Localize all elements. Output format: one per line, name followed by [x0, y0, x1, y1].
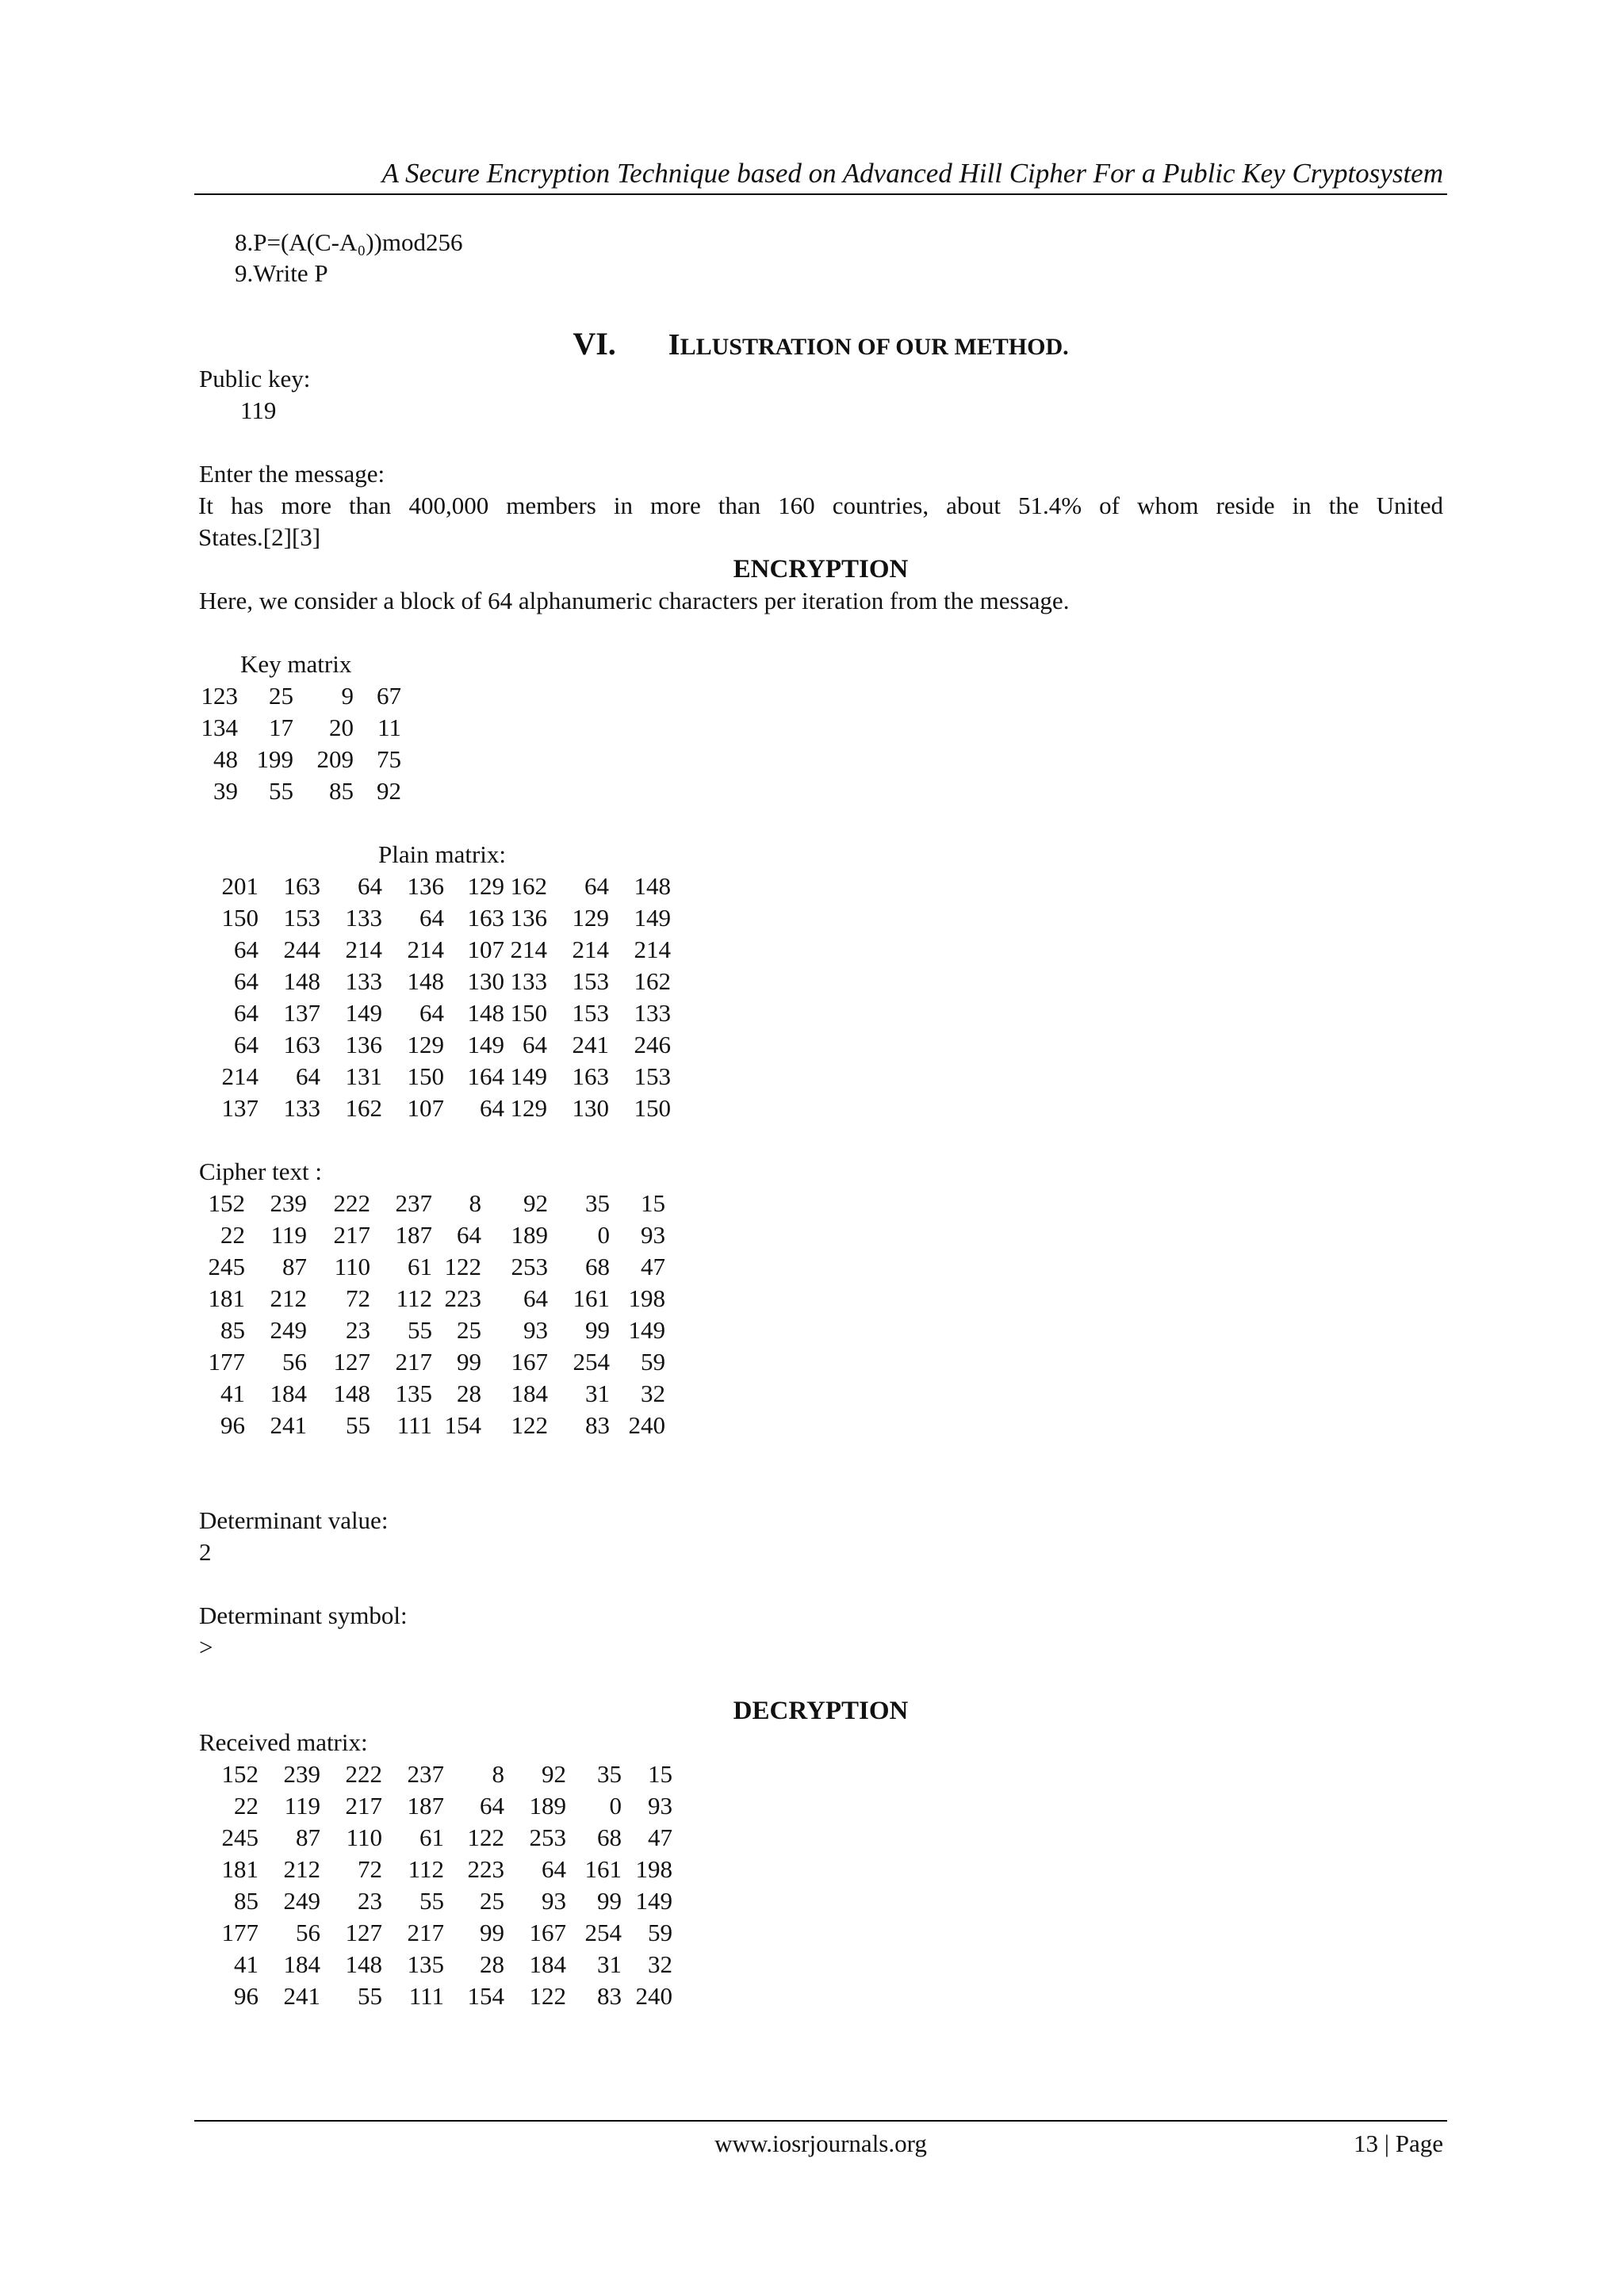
cipher-matrix-cell: 240 — [628, 1411, 665, 1439]
algorithm-step-9: 9.Write P — [235, 259, 328, 287]
plain-matrix-cell: 150 — [634, 1094, 671, 1122]
received-matrix-cell: 68 — [597, 1823, 622, 1851]
header-rule — [194, 193, 1447, 195]
received-matrix-cell: 127 — [345, 1919, 382, 1946]
plain-matrix-row — [198, 966, 671, 997]
cipher-matrix-cell: 184 — [270, 1380, 307, 1407]
plain-matrix-cell: 214 — [510, 936, 547, 963]
footer-url: www.iosrjournals.org — [714, 2130, 927, 2157]
plain-matrix-cell: 164 — [467, 1062, 504, 1090]
plain-matrix-cell: 150 — [510, 999, 547, 1027]
cipher-matrix-row — [199, 1410, 665, 1441]
received-matrix-cell: 15 — [648, 1760, 672, 1788]
cipher-matrix-cell: 127 — [333, 1348, 370, 1376]
plain-matrix-cell: 137 — [283, 999, 320, 1027]
received-matrix-row — [198, 1790, 672, 1822]
received-matrix-row — [198, 1854, 672, 1885]
cipher-matrix-cell: 64 — [457, 1221, 481, 1249]
cipher-matrix-cell: 119 — [270, 1221, 307, 1249]
received-matrix-cell: 99 — [480, 1919, 504, 1946]
received-matrix-row — [198, 1822, 672, 1854]
cipher-matrix-cell: 154 — [444, 1411, 481, 1439]
received-matrix-cell: 31 — [597, 1950, 622, 1978]
cipher-matrix-cell: 222 — [333, 1189, 370, 1217]
plain-matrix-row — [198, 997, 671, 1029]
cipher-matrix-cell: 110 — [334, 1253, 370, 1280]
key-matrix-cell: 123 — [201, 682, 238, 710]
received-matrix-cell: 217 — [345, 1792, 382, 1820]
cipher-matrix-cell: 87 — [282, 1253, 307, 1280]
plain-matrix-cell: 150 — [407, 1062, 444, 1090]
cipher-matrix-cell: 25 — [457, 1316, 481, 1344]
received-matrix-cell: 47 — [648, 1823, 672, 1851]
plain-matrix-cell: 130 — [572, 1094, 609, 1122]
received-matrix-cell: 254 — [584, 1919, 622, 1946]
received-matrix-cell: 92 — [542, 1760, 566, 1788]
cipher-matrix-row — [199, 1251, 665, 1283]
received-matrix-cell: 241 — [283, 1982, 320, 2010]
received-matrix-cell: 59 — [648, 1919, 672, 1946]
plain-matrix-cell: 148 — [467, 999, 504, 1027]
plain-matrix-cell: 162 — [510, 872, 547, 900]
plain-matrix-cell: 64 — [234, 936, 259, 963]
plain-matrix-cell: 129 — [510, 1094, 547, 1122]
key-matrix-cell: 75 — [377, 745, 401, 773]
determinant-symbol: > — [199, 1633, 213, 1661]
determinant-value: 2 — [199, 1538, 212, 1566]
received-matrix-cell: 56 — [296, 1919, 320, 1946]
cipher-matrix-cell: 72 — [346, 1284, 370, 1312]
plain-matrix-cell: 129 — [467, 872, 504, 900]
cipher-matrix-cell: 249 — [270, 1316, 307, 1344]
received-matrix-label: Received matrix: — [199, 1728, 368, 1756]
cipher-matrix-cell: 83 — [585, 1411, 610, 1439]
cipher-matrix-cell: 152 — [208, 1189, 245, 1217]
plain-matrix-row — [198, 871, 671, 902]
running-header-title: A Secure Encryption Technique based on Advanced Hill Cipher For a Public Key Cryptosystem — [381, 158, 1443, 189]
received-matrix-cell: 111 — [408, 1982, 444, 2010]
plain-matrix-cell: 241 — [572, 1031, 609, 1058]
received-matrix-cell: 93 — [542, 1887, 566, 1915]
cipher-matrix-cell: 149 — [628, 1316, 665, 1344]
section-number: VI. — [573, 326, 616, 362]
cipher-matrix-cell: 41 — [220, 1380, 245, 1407]
cipher-matrix-row — [199, 1283, 665, 1314]
cipher-matrix-cell: 92 — [523, 1189, 548, 1217]
received-matrix-cell: 32 — [648, 1950, 672, 1978]
cipher-matrix-cell: 181 — [208, 1284, 245, 1312]
received-matrix-cell: 212 — [283, 1855, 320, 1883]
received-matrix-cell: 135 — [407, 1950, 444, 1978]
message-label: Enter the message: — [199, 460, 385, 488]
cipher-matrix-row — [199, 1188, 665, 1219]
key-matrix-cell: 85 — [329, 777, 354, 805]
received-matrix-cell: 181 — [221, 1855, 259, 1883]
received-matrix-cell: 83 — [597, 1982, 622, 2010]
plain-matrix-cell: 64 — [419, 999, 444, 1027]
determinant-value-label: Determinant value: — [199, 1506, 389, 1534]
received-matrix-cell: 41 — [234, 1950, 259, 1978]
plain-matrix-cell: 130 — [467, 967, 504, 995]
received-matrix-cell: 99 — [597, 1887, 622, 1915]
plain-matrix-cell: 136 — [345, 1031, 382, 1058]
cipher-matrix-cell: 59 — [641, 1348, 665, 1376]
cipher-matrix-cell: 241 — [270, 1411, 307, 1439]
received-matrix-cell: 237 — [407, 1760, 444, 1788]
cipher-matrix-cell: 61 — [408, 1253, 432, 1280]
received-matrix-cell: 23 — [358, 1887, 382, 1915]
plain-matrix-cell: 136 — [510, 904, 547, 932]
key-matrix-cell: 67 — [377, 682, 401, 710]
plain-matrix-cell: 163 — [467, 904, 504, 932]
plain-matrix-cell: 64 — [234, 1031, 259, 1058]
received-matrix-row — [198, 1758, 672, 1790]
key-matrix-cell: 39 — [213, 777, 238, 805]
cipher-matrix-cell: 32 — [641, 1380, 665, 1407]
key-matrix-cell: 199 — [256, 745, 293, 773]
plain-matrix-cell: 163 — [572, 1062, 609, 1090]
cipher-matrix-cell: 148 — [333, 1380, 370, 1407]
key-matrix-cell: 25 — [269, 682, 293, 710]
received-matrix-cell: 223 — [467, 1855, 504, 1883]
plain-matrix — [198, 871, 671, 1124]
plain-matrix-cell: 107 — [407, 1094, 444, 1122]
footer-page-number: 13 | Page — [1354, 2130, 1443, 2157]
received-matrix-cell: 154 — [467, 1982, 504, 2010]
key-matrix-cell: 17 — [269, 714, 293, 741]
cipher-matrix-cell: 122 — [444, 1253, 481, 1280]
cipher-matrix-row — [199, 1219, 665, 1251]
key-matrix-cell: 209 — [316, 745, 354, 773]
plain-matrix-cell: 214 — [407, 936, 444, 963]
cipher-matrix-cell: 22 — [220, 1221, 245, 1249]
plain-matrix-cell: 246 — [634, 1031, 671, 1058]
plain-matrix-cell: 133 — [634, 999, 671, 1027]
plain-matrix-cell: 214 — [572, 936, 609, 963]
plain-matrix-cell: 162 — [345, 1094, 382, 1122]
message-line-2: States.[2][3] — [198, 523, 321, 551]
plain-matrix-cell: 148 — [283, 967, 320, 995]
cipher-matrix-cell: 93 — [641, 1221, 665, 1249]
key-matrix-label: Key matrix — [240, 650, 352, 678]
section-title-rest: LLUSTRATION OF OUR METHOD. — [680, 334, 1069, 360]
cipher-matrix-cell: 184 — [511, 1380, 548, 1407]
cipher-matrix-row — [199, 1346, 665, 1378]
cipher-matrix-cell: 245 — [208, 1253, 245, 1280]
cipher-matrix-cell: 167 — [511, 1348, 548, 1376]
determinant-symbol-label: Determinant symbol: — [199, 1601, 408, 1629]
key-matrix-row — [199, 712, 401, 744]
received-matrix-cell: 0 — [609, 1792, 622, 1820]
plain-matrix-cell: 201 — [221, 872, 259, 900]
plain-matrix-row — [198, 1029, 671, 1061]
received-matrix-cell: 148 — [345, 1950, 382, 1978]
section-title — [668, 328, 1069, 362]
received-matrix-cell: 152 — [221, 1760, 259, 1788]
received-matrix-row — [198, 1949, 672, 1980]
plain-matrix-cell: 136 — [407, 872, 444, 900]
cipher-matrix-cell: 217 — [333, 1221, 370, 1249]
received-matrix-row — [198, 1917, 672, 1949]
plain-matrix-cell: 133 — [345, 967, 382, 995]
plain-matrix-cell: 149 — [634, 904, 671, 932]
received-matrix-cell: 217 — [407, 1919, 444, 1946]
plain-matrix-cell: 137 — [221, 1094, 259, 1122]
plain-matrix-cell: 150 — [221, 904, 259, 932]
cipher-matrix-cell: 122 — [511, 1411, 548, 1439]
cipher-matrix-cell: 96 — [220, 1411, 245, 1439]
cipher-matrix-cell: 111 — [396, 1411, 432, 1439]
section-heading — [198, 328, 1443, 363]
received-matrix-cell: 85 — [234, 1887, 259, 1915]
received-matrix — [198, 1758, 672, 2012]
cipher-matrix-cell: 93 — [523, 1316, 548, 1344]
received-matrix-cell: 161 — [584, 1855, 622, 1883]
plain-matrix-cell: 244 — [283, 936, 320, 963]
cipher-matrix-cell: 198 — [628, 1284, 665, 1312]
message-text — [198, 490, 1443, 553]
cipher-matrix-cell: 253 — [511, 1253, 548, 1280]
received-matrix-cell: 240 — [635, 1982, 672, 2010]
plain-matrix-cell: 148 — [407, 967, 444, 995]
received-matrix-cell: 55 — [358, 1982, 382, 2010]
cipher-matrix-cell: 31 — [585, 1380, 610, 1407]
cipher-matrix-cell: 112 — [396, 1284, 432, 1312]
key-matrix-cell: 20 — [329, 714, 354, 741]
plain-matrix-cell: 162 — [634, 967, 671, 995]
plain-matrix-cell: 64 — [480, 1094, 504, 1122]
cipher-matrix-cell: 23 — [346, 1316, 370, 1344]
plain-matrix-cell: 148 — [634, 872, 671, 900]
plain-matrix-cell: 149 — [510, 1062, 547, 1090]
cipher-matrix-cell: 217 — [395, 1348, 432, 1376]
public-key-label: Public key: — [199, 365, 311, 392]
plain-matrix-cell: 163 — [283, 872, 320, 900]
key-matrix-cell: 48 — [213, 745, 238, 773]
received-matrix-cell: 64 — [480, 1792, 504, 1820]
plain-matrix-cell: 129 — [572, 904, 609, 932]
received-matrix-cell: 222 — [345, 1760, 382, 1788]
cipher-matrix-cell: 15 — [641, 1189, 665, 1217]
cipher-matrix-cell: 239 — [270, 1189, 307, 1217]
received-matrix-cell: 198 — [635, 1855, 672, 1883]
key-matrix-cell: 92 — [377, 777, 401, 805]
received-matrix-cell: 189 — [529, 1792, 566, 1820]
plain-matrix-cell: 163 — [283, 1031, 320, 1058]
received-matrix-cell: 28 — [480, 1950, 504, 1978]
received-matrix-cell: 112 — [408, 1855, 444, 1883]
key-matrix-cell: 11 — [377, 714, 401, 741]
message-line-1: It has more than 400,000 members in more than 160 countries, about 51.4% of whom reside in the United — [198, 492, 1443, 519]
plain-matrix-cell: 64 — [358, 872, 382, 900]
received-matrix-cell: 87 — [296, 1823, 320, 1851]
received-matrix-cell: 253 — [529, 1823, 566, 1851]
cipher-matrix-cell: 177 — [208, 1348, 245, 1376]
received-matrix-cell: 177 — [221, 1919, 259, 1946]
plain-matrix-cell: 64 — [234, 967, 259, 995]
received-matrix-cell: 245 — [221, 1823, 259, 1851]
cipher-matrix-cell: 187 — [395, 1221, 432, 1249]
cipher-matrix-cell: 189 — [511, 1221, 548, 1249]
received-matrix-cell: 167 — [529, 1919, 566, 1946]
cipher-matrix-cell: 135 — [395, 1380, 432, 1407]
received-matrix-cell: 35 — [597, 1760, 622, 1788]
key-matrix-row — [199, 680, 401, 712]
key-matrix — [199, 680, 401, 807]
received-matrix-cell: 8 — [492, 1760, 504, 1788]
public-key-value: 119 — [240, 396, 277, 424]
plain-matrix-cell: 214 — [345, 936, 382, 963]
cipher-matrix-cell: 85 — [220, 1316, 245, 1344]
cipher-matrix-cell: 161 — [573, 1284, 610, 1312]
received-matrix-cell: 22 — [234, 1792, 259, 1820]
received-matrix-cell: 64 — [542, 1855, 566, 1883]
plain-matrix-cell: 129 — [407, 1031, 444, 1058]
plain-matrix-cell: 133 — [510, 967, 547, 995]
cipher-matrix-cell: 8 — [469, 1189, 481, 1217]
received-matrix-cell: 119 — [284, 1792, 320, 1820]
key-matrix-cell: 134 — [201, 714, 238, 741]
plain-matrix-cell: 64 — [523, 1031, 547, 1058]
key-matrix-cell: 9 — [341, 682, 354, 710]
key-matrix-row — [199, 775, 401, 807]
cipher-matrix-cell: 99 — [457, 1348, 481, 1376]
cipher-matrix-cell: 99 — [585, 1316, 610, 1344]
plain-matrix-row — [198, 1093, 671, 1124]
cipher-matrix-cell: 55 — [408, 1316, 432, 1344]
plain-matrix-row — [198, 934, 671, 966]
encryption-intro: Here, we consider a block of 64 alphanumeric characters per iteration from the message. — [199, 587, 1070, 614]
received-matrix-cell: 93 — [648, 1792, 672, 1820]
plain-matrix-cell: 64 — [296, 1062, 320, 1090]
cipher-matrix-cell: 55 — [346, 1411, 370, 1439]
plain-matrix-label: Plain matrix: — [378, 840, 507, 868]
cipher-matrix-cell: 68 — [585, 1253, 610, 1280]
received-matrix-cell: 184 — [283, 1950, 320, 1978]
cipher-matrix-cell: 0 — [597, 1221, 610, 1249]
plain-matrix-cell: 214 — [634, 936, 671, 963]
key-matrix-cell: 55 — [269, 777, 293, 805]
plain-matrix-cell: 153 — [572, 999, 609, 1027]
plain-matrix-cell: 64 — [234, 999, 259, 1027]
section-title-initial: I — [668, 328, 680, 362]
plain-matrix-cell: 149 — [467, 1031, 504, 1058]
received-matrix-cell: 72 — [358, 1855, 382, 1883]
cipher-matrix-row — [199, 1314, 665, 1346]
plain-matrix-cell: 153 — [572, 967, 609, 995]
received-matrix-cell: 96 — [234, 1982, 259, 2010]
plain-matrix-row — [198, 1061, 671, 1093]
plain-matrix-cell: 64 — [584, 872, 609, 900]
received-matrix-cell: 239 — [283, 1760, 320, 1788]
received-matrix-cell: 122 — [529, 1982, 566, 2010]
received-matrix-cell: 187 — [407, 1792, 444, 1820]
decryption-heading: DECRYPTION — [733, 1697, 909, 1725]
plain-matrix-cell: 131 — [345, 1062, 382, 1090]
cipher-matrix-cell: 212 — [270, 1284, 307, 1312]
cipher-matrix-cell: 56 — [282, 1348, 307, 1376]
received-matrix-row — [198, 1980, 672, 2012]
cipher-text-label: Cipher text : — [199, 1158, 322, 1185]
received-matrix-row — [198, 1885, 672, 1917]
received-matrix-cell: 184 — [529, 1950, 566, 1978]
plain-matrix-cell: 133 — [345, 904, 382, 932]
cipher-matrix-row — [199, 1378, 665, 1410]
received-matrix-cell: 149 — [635, 1887, 672, 1915]
received-matrix-cell: 110 — [346, 1823, 382, 1851]
received-matrix-cell: 55 — [419, 1887, 444, 1915]
cipher-matrix-cell: 254 — [573, 1348, 610, 1376]
key-matrix-row — [199, 744, 401, 775]
plain-matrix-cell: 133 — [283, 1094, 320, 1122]
cipher-matrix-cell: 237 — [395, 1189, 432, 1217]
plain-matrix-cell: 149 — [345, 999, 382, 1027]
cipher-matrix-cell: 35 — [585, 1189, 610, 1217]
received-matrix-cell: 249 — [283, 1887, 320, 1915]
plain-matrix-cell: 214 — [221, 1062, 259, 1090]
cipher-matrix-cell: 28 — [457, 1380, 481, 1407]
encryption-heading: ENCRYPTION — [733, 555, 909, 584]
plain-matrix-row — [198, 902, 671, 934]
plain-matrix-cell: 64 — [419, 904, 444, 932]
cipher-matrix-cell: 47 — [641, 1253, 665, 1280]
received-matrix-cell: 122 — [467, 1823, 504, 1851]
plain-matrix-cell: 107 — [467, 936, 504, 963]
algorithm-step-8: 8.P=(A(C-A₀))mod256 — [235, 228, 463, 256]
footer-rule — [194, 2120, 1447, 2122]
plain-matrix-cell: 153 — [634, 1062, 671, 1090]
received-matrix-cell: 25 — [480, 1887, 504, 1915]
cipher-text-matrix — [199, 1188, 665, 1441]
cipher-matrix-cell: 223 — [444, 1284, 481, 1312]
plain-matrix-cell: 153 — [283, 904, 320, 932]
cipher-matrix-cell: 64 — [523, 1284, 548, 1312]
received-matrix-cell: 61 — [419, 1823, 444, 1851]
